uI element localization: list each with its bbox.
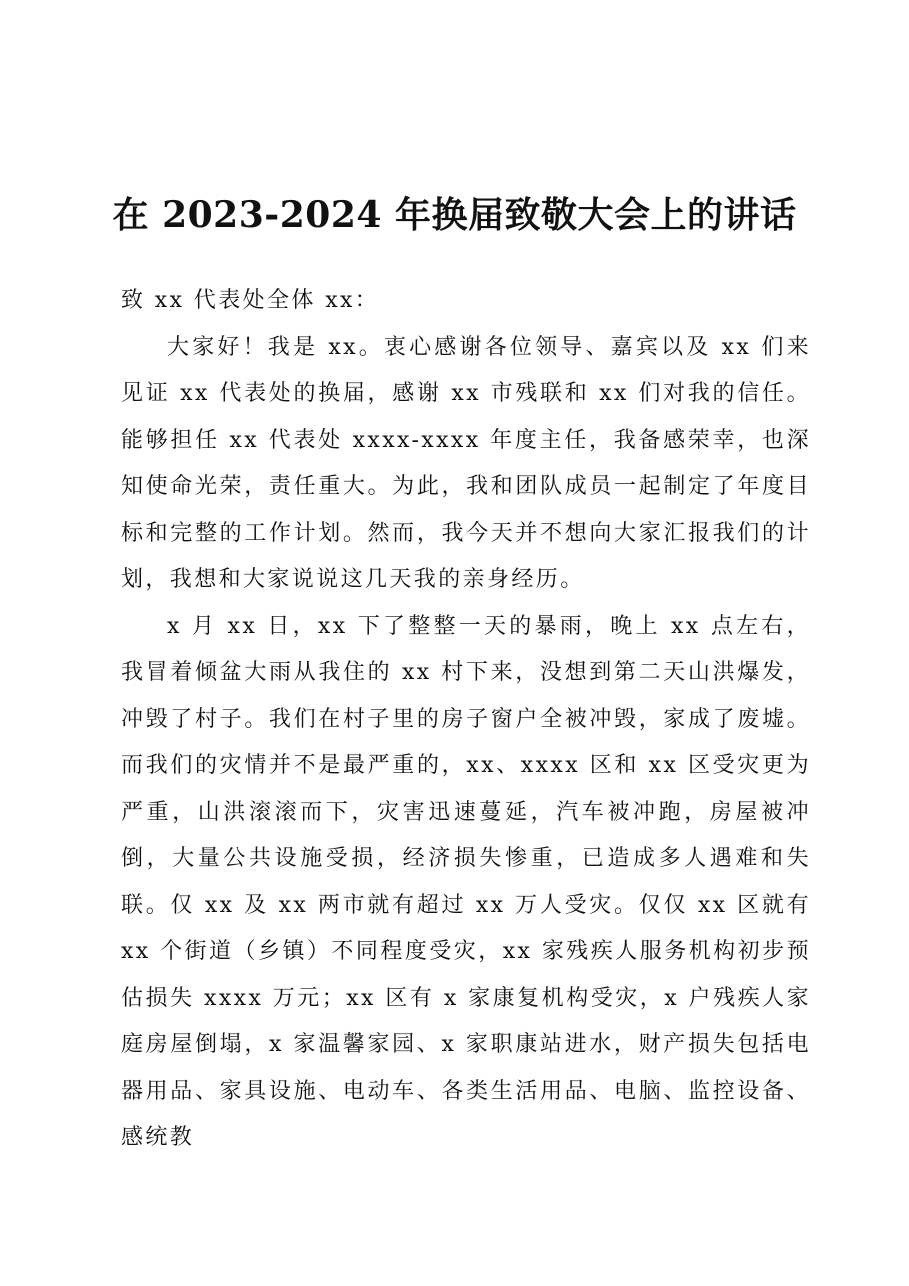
document-title: 在 2023-2024 年换届致敬大会上的讲话	[112, 194, 797, 236]
paragraph-1: 大家好！我是 xx。衷心感谢各位领导、嘉宾以及 xx 们来见证 xx 代表处的换届，感谢 xx 市残联和 xx 们对我的信任。能够担任 xx 代表处 xxxx-xxxx 年度主任，我备感荣幸，也深知使命光荣，责任重大。为此，我和团队成员一起制定了年度目标和完整的工作计划。然而，我今天并不想向大家汇报我们的计划，我想和大家说说这几天我的亲身经历。	[121, 334, 811, 592]
paragraph-2: x 月 xx 日，xx 下了整整一天的暴雨，晚上 xx 点左右，我冒着倾盆大雨从我住的 xx 村下来，没想到第二天山洪爆发，冲毁了村子。我们在村子里的房子窗户全被冲毁，家成了废墟。而我们的灾情并不是最严重的，xx、xxxx 区和 xx 区受灾更为严重，山洪滚滚而下，灾害迅速蔓延，汽车被冲跑，房屋被冲倒，大量公共设施受损，经济损失惨重，已造成多人遇难和失联。仅 xx 及 xx 两市就有超过 xx 万人受灾。仅仅 xx 区就有 xx 个街道（乡镇）不同程度受灾，xx 家残疾人服务机构初步预估损失 xxxx 万元；xx 区有 x 家康复机构受灾，x 户残疾人家庭房屋倒塌，x 家温馨家园、x 家职康站进水，财产损失包括电器用品、家具设施、电动车、各类生活用品、电脑、监控设备、感统教	[121, 613, 811, 1150]
salutation: 致 xx 代表处全体 xx：	[121, 288, 380, 313]
document-body	[121, 278, 811, 1162]
